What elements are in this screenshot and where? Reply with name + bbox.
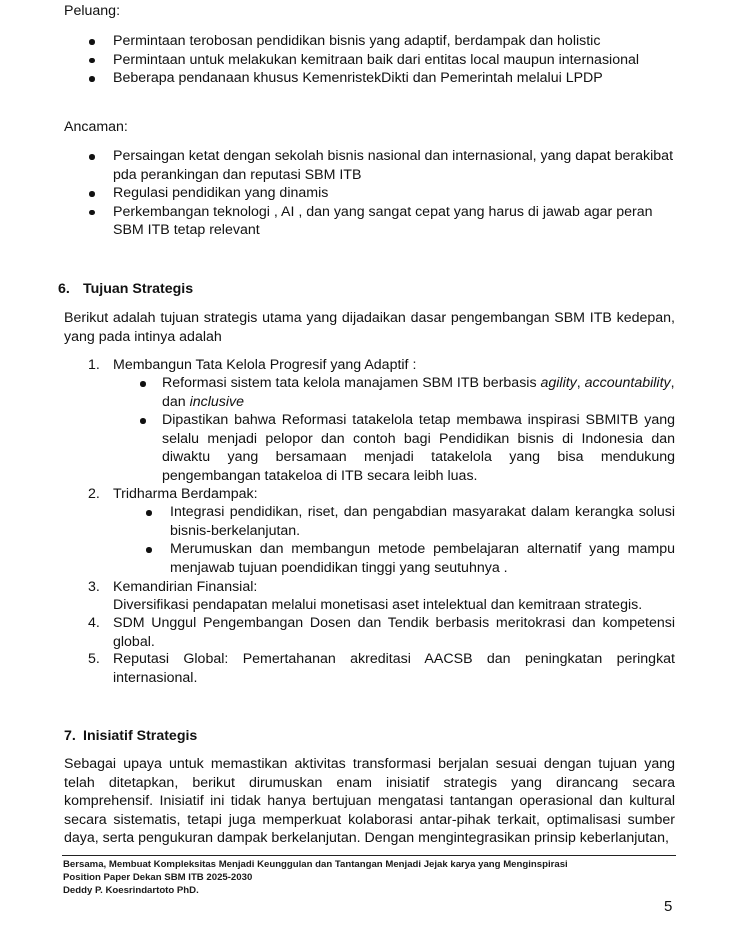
bullet-icon xyxy=(146,510,152,516)
bullet-icon xyxy=(89,76,95,82)
bullet-icon xyxy=(89,191,95,197)
list-item: Beberapa pendanaan khusus KemenristekDikti dan Pemerintah melalui LPDP xyxy=(113,69,678,88)
goal-number: 2. xyxy=(88,486,100,502)
bullet-icon xyxy=(140,418,146,424)
goal-description: Diversifikasi pendapatan melalui monetisasi aset intelektual dan kemitraan strategis. xyxy=(113,597,643,613)
bullet-icon xyxy=(89,39,95,45)
list-item: Integrasi pendidikan, riset, dan pengabdian masyarakat dalam kerangka solusi bisnis-berkelanjutan. xyxy=(170,503,675,540)
page-number: 5 xyxy=(664,898,673,915)
footer-subtitle: Position Paper Dekan SBM ITB 2025-2030 xyxy=(63,872,253,883)
goal-number: 1. xyxy=(88,357,100,373)
list-item: Dipastikan bahwa Reformasi tatakelola tetap membawa inspirasi SBMITB yang selalu menjadi pelopor dan contoh bagi Pendidikan bisnis di Indonesia dan diwaktu yang bersamaan menjadi tatakelola yang bisa mendukung pengembangan tatakeloa di ITB secara leibh luas. xyxy=(162,411,675,485)
bullet-icon xyxy=(140,381,146,387)
list-item: Reformasi sistem tata kelola manajamen SBM ITB berbasis agility, accountability, dan inclusive xyxy=(162,374,675,411)
peluang-list xyxy=(113,32,678,88)
section-7-body: Sebagai upaya untuk memastikan aktivitas transformasi berjalan sesuai dengan tujuan yang telah ditetapkan, berikut dirumuskan enam inisiatif strategis yang dirancang secara komprehensif. Inisiatif ini tidak hanya bertujuan mengatasi tantangan operasional dan kultural secara sistematis, tetapi juga memperkuat kolaborasi antar-pihak terkait, optimalisasi sumber daya, serta pengukuran dampak berkelanjutan. Dengan mengintegrasikan prinsip keberlanjutan, xyxy=(64,756,675,846)
goal-number: 5. xyxy=(88,651,100,667)
section-6-title: Tujuan Strategis xyxy=(83,281,194,297)
goal-number: 3. xyxy=(88,579,100,595)
list-item: Persaingan ketat dengan sekolah bisnis nasional dan internasional, yang dapat berakibat pda perankingan dan reputasi SBM ITB xyxy=(113,147,676,184)
goal-2-sublist xyxy=(170,503,675,577)
list-item: Perkembangan teknologi , AI , dan yang sangat cepat yang harus di jawab agar peran SBM ITB tetap relevant xyxy=(113,203,676,240)
goal-text: SDM Unggul Pengembangan Dosen dan Tendik berbasis meritokrasi dan kompetensi global. xyxy=(113,615,675,650)
list-item: Permintaan terobosan pendidikan bisnis yang adaptif, berdampak dan holistic xyxy=(113,32,678,51)
bullet-icon xyxy=(146,547,152,553)
ancaman-list xyxy=(113,147,676,240)
footer-title: Bersama, Membuat Kompleksitas Menjadi Keunggulan dan Tantangan Menjadi Jejak karya yang Menginspirasi xyxy=(63,859,568,870)
section-6-intro: Berikut adalah tujuan strategis utama yang dijadaikan dasar pengembangan SBM ITB kedepan, yang pada intinya adalah xyxy=(64,310,675,345)
list-item: Merumuskan dan membangun metode pembelajaran alternatif yang mampu menjawab tujuan poendidikan tinggi yang seutuhnya . xyxy=(170,540,675,577)
footer-author: Deddy P. Koesrindartoto PhD. xyxy=(63,885,199,896)
bullet-icon xyxy=(89,154,95,160)
goal-number: 4. xyxy=(88,615,100,631)
footer-divider xyxy=(62,855,676,856)
section-6-number: 6. xyxy=(58,281,70,297)
goal-title: Kemandirian Finansial: xyxy=(113,579,258,595)
goal-1-sublist xyxy=(162,374,675,485)
goal-title: Membangun Tata Kelola Progresif yang Adaptif : xyxy=(113,357,417,373)
bullet-icon xyxy=(89,210,95,216)
list-item: Permintaan untuk melakukan kemitraan baik dari entitas local maupun internasional xyxy=(113,51,678,70)
bullet-icon xyxy=(89,58,95,64)
goal-title: Tridharma Berdampak: xyxy=(113,486,258,502)
ancaman-label: Ancaman: xyxy=(64,119,128,135)
list-item: Regulasi pendidikan yang dinamis xyxy=(113,184,676,203)
goal-text: Reputasi Global: Pemertahanan akreditasi AACSB dan peningkatan peringkat internasional. xyxy=(113,651,675,686)
section-7-number: 7. xyxy=(64,728,76,744)
peluang-label: Peluang: xyxy=(64,3,121,19)
section-7-title: Inisiatif Strategis xyxy=(83,728,198,744)
